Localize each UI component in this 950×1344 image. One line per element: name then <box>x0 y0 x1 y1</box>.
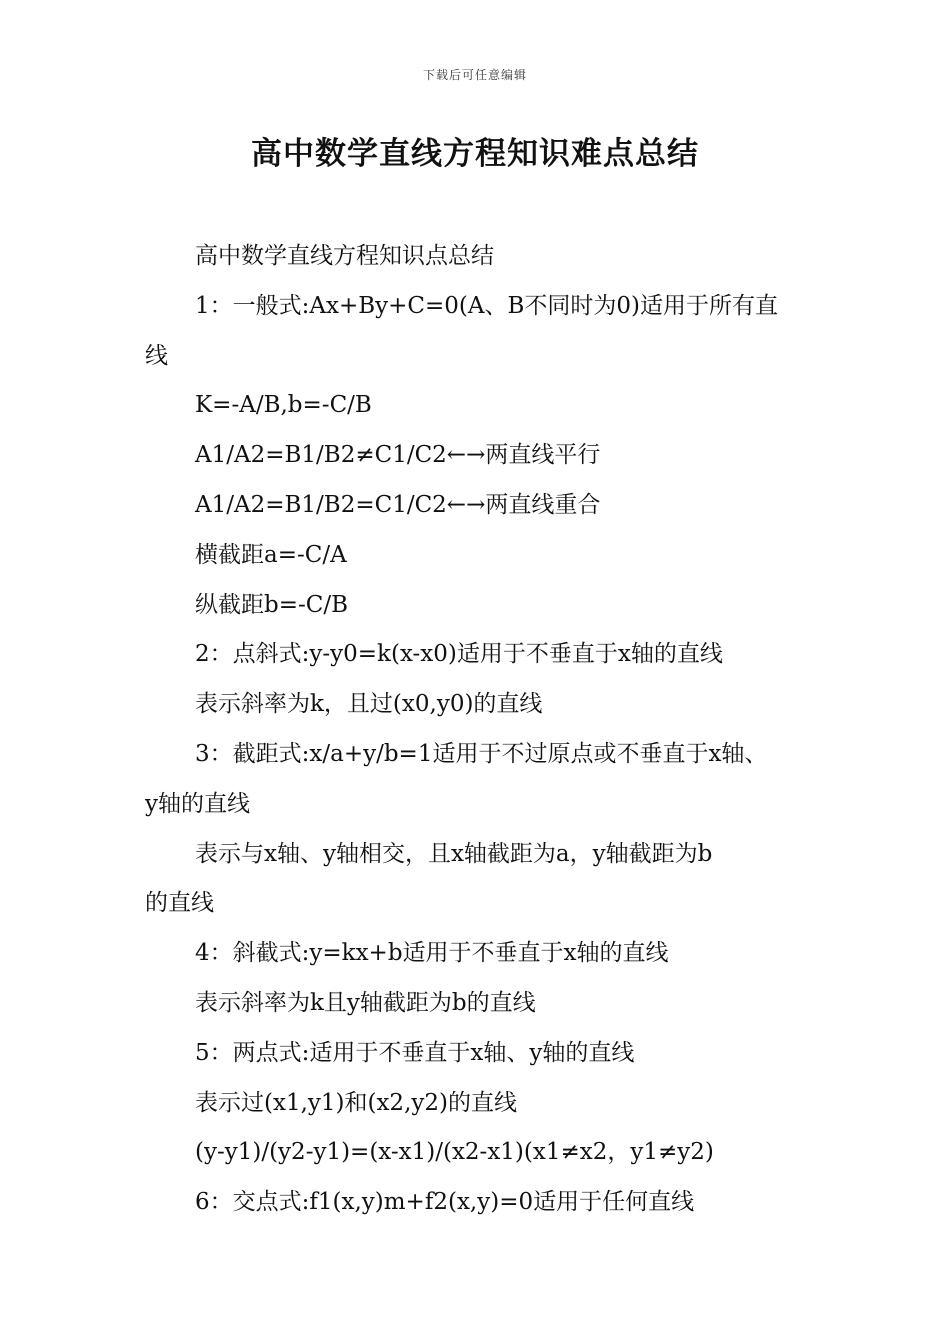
paragraph-line: 1：一般式:Ax+By+C=0(A、B不同时为0)适用于所有直 <box>195 292 778 319</box>
paragraph-line: 表示斜率为k，且过(x0,y0)的直线 <box>195 691 543 718</box>
paragraph-line: 3：截距式:x/a+y/b=1适用于不过原点或不垂直于x轴、 <box>195 740 768 767</box>
page-header: 下载后可任意编辑 <box>422 68 527 82</box>
paragraph-line: 表示斜率为k且y轴截距为b的直线 <box>195 989 536 1016</box>
paragraph-line: K=-A/B,b=-C/B <box>195 392 372 419</box>
document-title: 高中数学直线方程知识难点总结 <box>251 136 699 172</box>
paragraph-line: 线 <box>145 342 168 369</box>
paragraph-line: 表示与x轴、y轴相交，且x轴截距为a，y轴截距为b <box>195 840 713 867</box>
paragraph-line: 6：交点式:f1(x,y)m+f2(x,y)=0适用于任何直线 <box>195 1189 695 1216</box>
paragraph-line: 的直线 <box>145 890 214 917</box>
paragraph-line: y轴的直线 <box>145 790 250 817</box>
paragraph-line: 4：斜截式:y=kx+b适用于不垂直于x轴的直线 <box>195 940 669 967</box>
document-body <box>145 232 835 1228</box>
paragraph-line: 5：两点式:适用于不垂直于x轴、y轴的直线 <box>195 1039 635 1066</box>
paragraph-line: 表示过(x1,y1)和(x2,y2)的直线 <box>195 1089 517 1116</box>
paragraph-line: A1/A2=B1/B2≠C1/C2←→两直线平行 <box>195 442 601 469</box>
paragraph-line: A1/A2=B1/B2=C1/C2←→两直线重合 <box>195 491 601 518</box>
paragraph-line: (y-y1)/(y2-y1)=(x-x1)/(x2-x1)(x1≠x2，y1≠y2) <box>195 1139 714 1166</box>
paragraph-line: 横截距a=-C/A <box>195 541 347 568</box>
paragraph-line: 2：点斜式:y-y0=k(x-x0)适用于不垂直于x轴的直线 <box>195 641 723 668</box>
paragraph-line: 高中数学直线方程知识点总结 <box>195 243 494 269</box>
paragraph-line: 纵截距b=-C/B <box>195 591 349 618</box>
